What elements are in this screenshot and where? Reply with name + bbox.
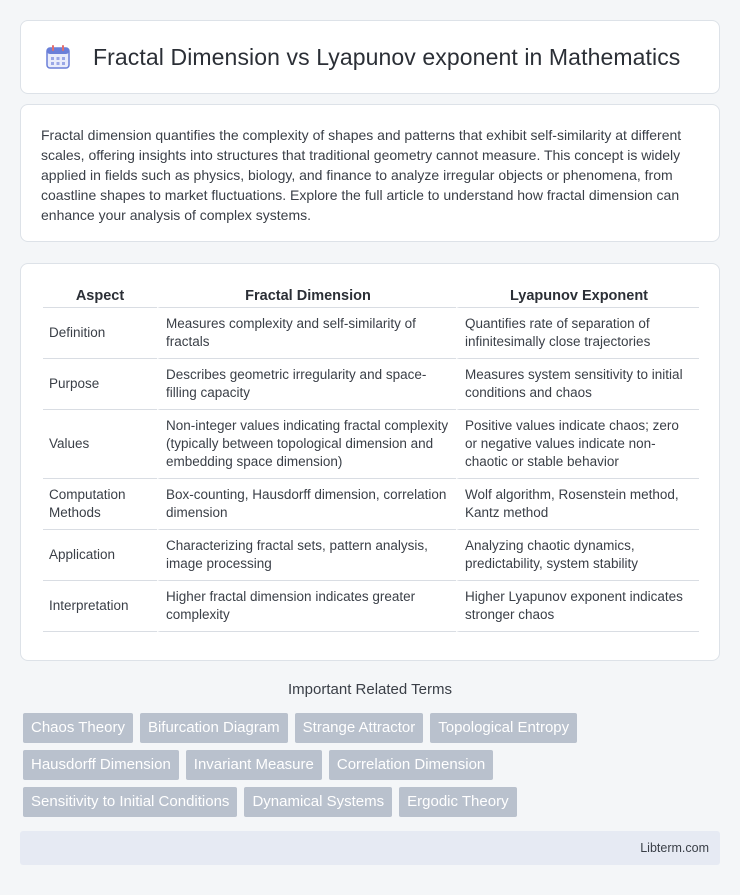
tag-sensitivity-to-initial-conditions[interactable]: Sensitivity to Initial Conditions [23,787,237,817]
header-fractal-dimension: Fractal Dimension [157,284,456,308]
aspect-cell: Application [43,530,157,581]
header-aspect: Aspect [43,284,157,308]
tag-hausdorff-dimension[interactable]: Hausdorff Dimension [23,750,179,780]
lyapunov-cell: Higher Lyapunov exponent indicates stronger chaos [456,581,699,632]
lyapunov-cell: Positive values indicate chaos; zero or negative values indicate non-chaotic or stable behavior [456,410,699,479]
header-card [20,20,720,94]
intro-text: Fractal dimension quantifies the complexity of shapes and patterns that exhibit self-similarity at different scales, offering insights into structures that traditional geometry cannot measure. This concept is widely applied in fields such as physics, biology, and finance to analyze irregular objects or phenomena, from coastline shapes to market fluctuations. Explore the full article to understand how fractal dimension can enhance your analysis of complex systems. [41,127,682,223]
related-terms-list [23,713,723,824]
tag-bifurcation-diagram[interactable]: Bifurcation Diagram [140,713,288,743]
aspect-cell: Interpretation [43,581,157,632]
tag-row [23,713,723,743]
table-row [43,308,699,359]
table-row [43,410,699,479]
page-title: Fractal Dimension vs Lyapunov exponent in Mathematics [93,43,681,70]
table-row [43,359,699,410]
comparison-card [20,263,720,661]
lyapunov-cell: Analyzing chaotic dynamics, predictability, system stability [456,530,699,581]
table-row [43,581,699,632]
tag-invariant-measure[interactable]: Invariant Measure [186,750,322,780]
tag-dynamical-systems[interactable]: Dynamical Systems [244,787,392,817]
related-terms-title: Important Related Terms [288,681,452,698]
fractal-cell: Describes geometric irregularity and space-filling capacity [157,359,456,410]
fractal-cell: Box-counting, Hausdorff dimension, correlation dimension [157,479,456,530]
intro-card [20,104,720,242]
footer [20,831,720,865]
lyapunov-cell: Quantifies rate of separation of infinitesimally close trajectories [456,308,699,359]
fractal-cell: Non-integer values indicating fractal complexity (typically between topological dimension and embedding space dimension) [157,410,456,479]
fractal-cell: Higher fractal dimension indicates greater complexity [157,581,456,632]
calendar-icon [45,44,71,70]
fractal-cell: Characterizing fractal sets, pattern analysis, image processing [157,530,456,581]
table-row [43,479,699,530]
aspect-cell: Computation Methods [43,479,157,530]
tag-row [23,787,723,817]
table-row [43,530,699,581]
lyapunov-cell: Measures system sensitivity to initial conditions and chaos [456,359,699,410]
tag-chaos-theory[interactable]: Chaos Theory [23,713,133,743]
aspect-cell: Definition [43,308,157,359]
fractal-cell: Measures complexity and self-similarity of fractals [157,308,456,359]
comparison-table [43,284,699,632]
aspect-cell: Purpose [43,359,157,410]
tag-strange-attractor[interactable]: Strange Attractor [295,713,424,743]
lyapunov-cell: Wolf algorithm, Rosenstein method, Kantz method [456,479,699,530]
tag-ergodic-theory[interactable]: Ergodic Theory [399,787,516,817]
tag-row [23,750,723,780]
table-header-row [43,284,699,308]
footer-site-link[interactable]: Libterm.com [640,841,709,855]
header-lyapunov-exponent: Lyapunov Exponent [456,284,699,308]
tag-correlation-dimension[interactable]: Correlation Dimension [329,750,493,780]
tag-topological-entropy[interactable]: Topological Entropy [430,713,577,743]
aspect-cell: Values [43,410,157,479]
